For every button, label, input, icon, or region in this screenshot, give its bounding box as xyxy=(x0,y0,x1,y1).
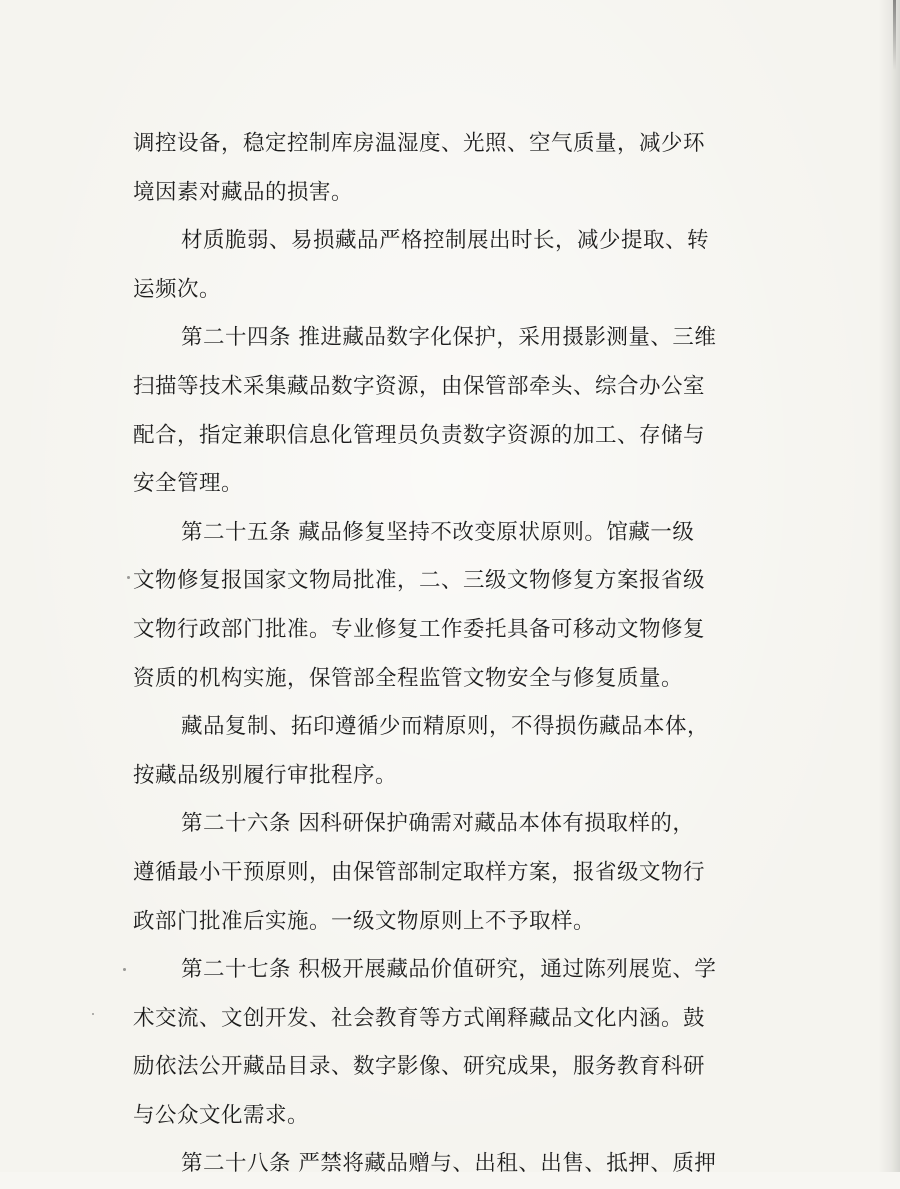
scan-speck xyxy=(127,576,130,579)
text-line: 安全管理。 xyxy=(133,471,244,497)
text-line: 资质的机构实施，保管部全程监管文物安全与修复质量。 xyxy=(133,665,684,691)
text-line: 第二十五条 藏品修复坚持不改变原状原则。馆藏一级 xyxy=(181,519,695,545)
text-line: 调控设备，稳定控制库房温湿度、光照、空气质量，减少环 xyxy=(133,131,706,156)
text-line: 第二十六条 因科研保护确需对藏品本体有损取样的， xyxy=(181,811,695,837)
text-line: 配合，指定兼职信息化管理员负责数字资源的加工、存储与 xyxy=(133,422,706,448)
scan-edge-mark xyxy=(893,0,896,70)
text-line: 文物行政部门批准。专业修复工作委托具备可移动文物修复 xyxy=(133,616,706,642)
text-line: 第二十八条 严禁将藏品赠与、出租、出售、抵押、质押 xyxy=(181,1151,717,1177)
text-line: 按藏品级别履行审批程序。 xyxy=(133,762,398,788)
text-line: 第二十七条 积极开展藏品价值研究，通过陈列展览、学 xyxy=(181,957,717,983)
text-line: 藏品复制、拓印遵循少而精原则，不得损伤藏品本体， xyxy=(181,714,710,740)
text-line: 运频次。 xyxy=(133,276,222,302)
text-line: 境因素对藏品的损害。 xyxy=(133,179,354,205)
text-line: 术交流、文创开发、社会教育等方式阐释藏品文化内涵。鼓 xyxy=(133,1005,706,1031)
scan-speck xyxy=(92,1013,94,1015)
text-line: 扫描等技术采集藏品数字资源，由保管部牵头、综合办公室 xyxy=(133,373,706,399)
text-line: 遵循最小干预原则，由保管部制定取样方案，报省级文物行 xyxy=(133,859,706,885)
text-line: 政部门批准后实施。一级文物原则上不予取样。 xyxy=(133,908,596,934)
text-line: 第二十四条 推进藏品数字化保护，采用摄影测量、三维 xyxy=(181,325,717,351)
text-line: 励依法公开藏品目录、数字影像、研究成果，服务教育科研 xyxy=(133,1054,706,1080)
document-body xyxy=(133,120,783,1189)
page-edge-shadow xyxy=(878,0,900,1172)
text-line: 文物修复报国家文物局批准，二、三级文物修复方案报省级 xyxy=(133,568,706,594)
scan-speck xyxy=(123,968,126,971)
text-line: 材质脆弱、易损藏品严格控制展出时长，减少提取、转 xyxy=(181,228,710,254)
text-line: 与公众文化需求。 xyxy=(133,1102,310,1128)
